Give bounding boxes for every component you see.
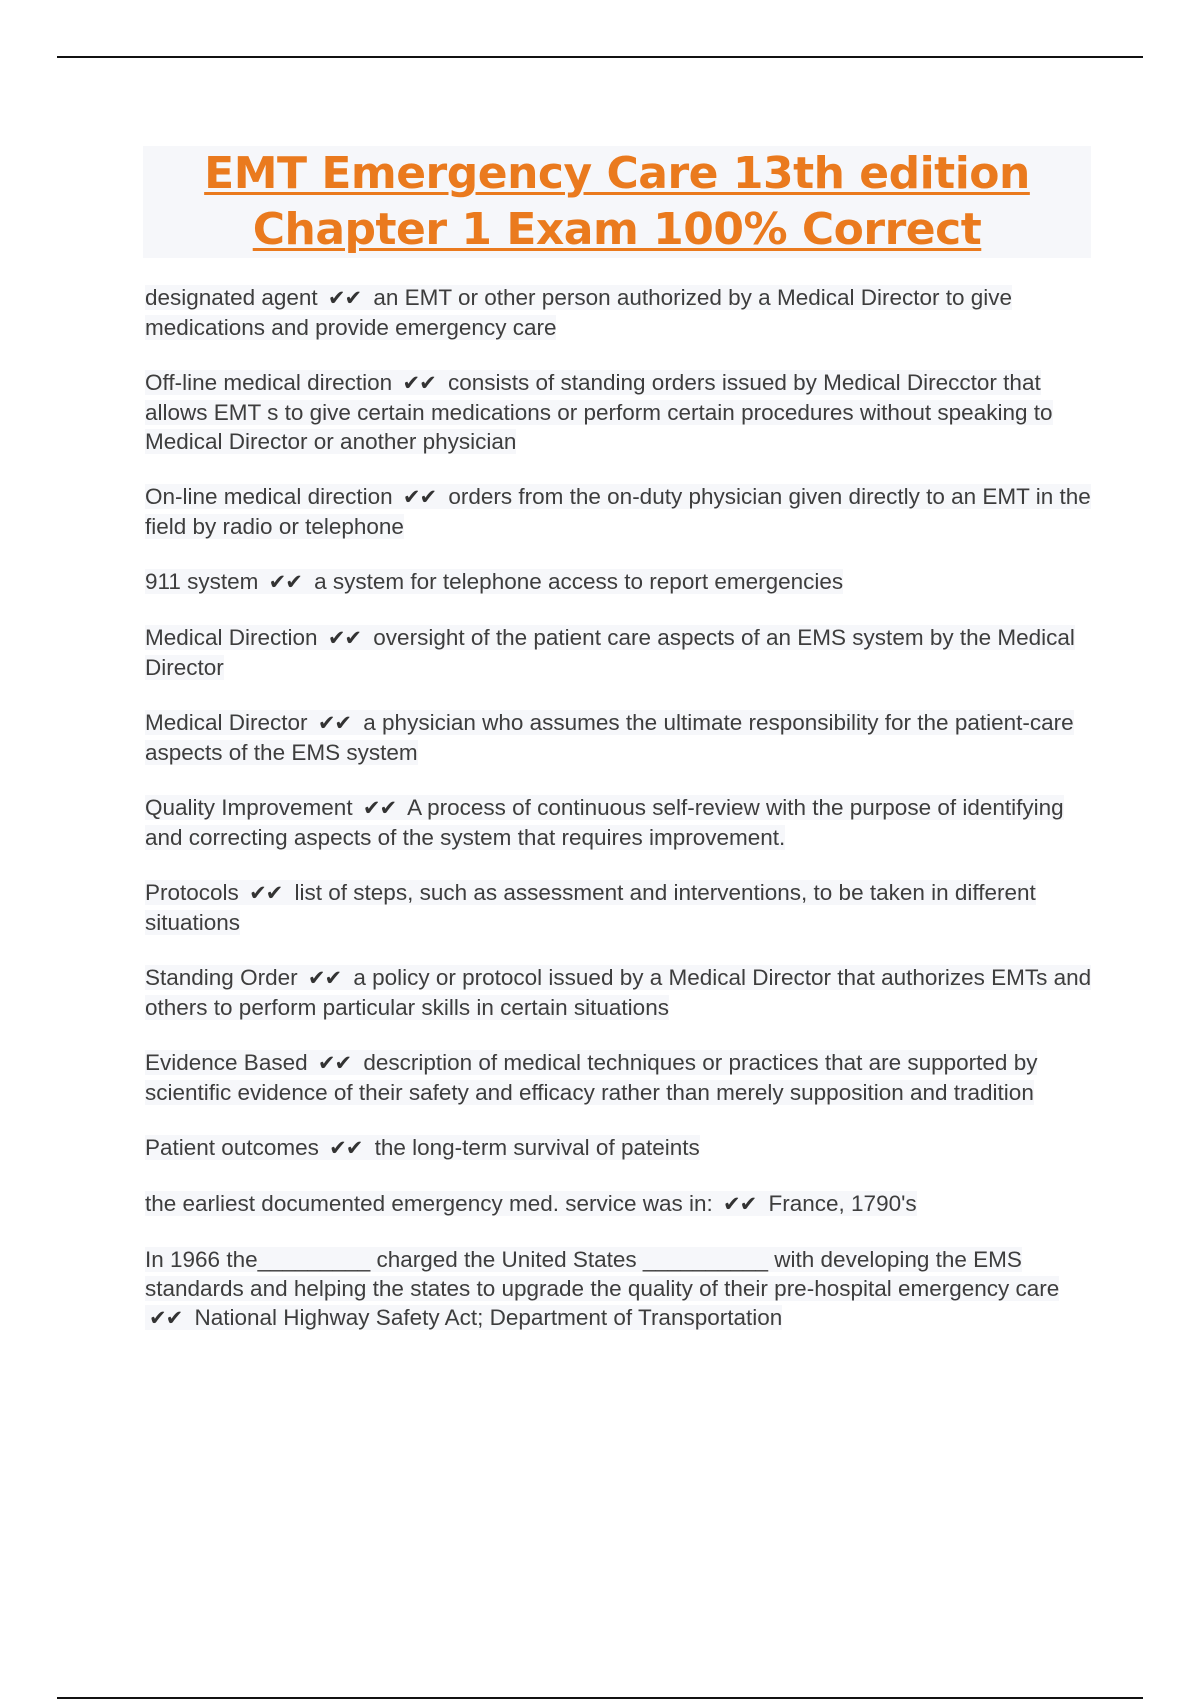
list-item [145,283,1095,342]
term: Evidence Based [145,1050,308,1075]
term: Protocols [145,880,239,905]
definition: France, 1790's [768,1191,917,1216]
term: In 1966 the_________ charged the United States __________ with developing the EMS standards and helping the states to upgrade the quality of their pre-hospital emergency care [145,1247,1060,1301]
definition: description of medical techniques or practices that are supported by scientific evidence of their safety and efficacy rather than merely supposition and tradition [145,1050,1038,1105]
list-item [145,1048,1095,1107]
definition: consists of standing orders issued by Medical Direcctor that allows EMT s to give certain medications or perform certain procedures without speaking to Medical Director or another physician [145,370,1053,454]
list-item [145,482,1095,541]
double-check-icon: ✔✔ [329,1136,363,1160]
list-item [145,368,1095,456]
document-title [143,146,1091,258]
definition: oversight of the patient care aspects of an EMS system by the Medical Director [145,625,1075,680]
term: Standing Order [145,965,298,990]
definition: a system for telephone access to report emergencies [314,569,844,594]
definition: the long-term survival of pateints [374,1135,700,1160]
list-item [145,963,1095,1022]
definition: A process of continuous self-review with the purpose of identifying and correcting aspects of the system that requires improvement. [145,795,1064,850]
double-check-icon: ✔✔ [249,881,283,905]
flashcard-list [145,283,1095,1359]
term: On-line medical direction [145,484,393,509]
term: Patient outcomes [145,1135,319,1160]
definition: an EMT or other person authorized by a Medical Director to give medications and provide emergency care [145,285,1013,340]
double-check-icon: ✔✔ [723,1192,757,1216]
term: designated agent [145,285,318,310]
double-check-icon: ✔✔ [402,371,436,395]
double-check-icon: ✔✔ [307,966,342,990]
definition: a physician who assumes the ultimate responsibility for the patient-care aspects of the EMS system [145,710,1074,765]
term: Quality Improvement [145,795,353,820]
term: Off-line medical direction [145,370,393,395]
double-check-icon: ✔✔ [317,711,352,735]
bottom-rule [57,1697,1143,1699]
title-line-1: EMT Emergency Care 13th edition [204,148,1030,199]
term: Medical Direction [145,625,318,650]
double-check-icon: ✔✔ [327,626,362,650]
title-line-2: Chapter 1 Exam 100% Correct [252,204,982,255]
list-item [145,1133,1095,1163]
double-check-icon: ✔✔ [327,286,362,310]
list-item [145,1189,1095,1219]
list-item [145,623,1095,682]
list-item [145,793,1095,852]
term: the earliest documented emergency med. service was in: [145,1191,713,1216]
double-check-icon: ✔✔ [268,570,302,594]
definition: National Highway Safety Act; Department of Transportation [194,1305,783,1330]
list-item [145,708,1095,767]
definition: orders from the on-duty physician given directly to an EMT in the field by radio or telephone [145,484,1091,539]
list-item [145,878,1095,937]
list-item [145,567,1095,597]
definition: list of steps, such as assessment and interventions, to be taken in different situations [145,880,1036,935]
list-item [145,1245,1095,1333]
term: Medical Director [145,710,308,735]
term: 911 system [145,569,259,594]
definition: a policy or protocol issued by a Medical Director that authorizes EMTs and others to perform particular skills in certain situations [145,965,1092,1020]
double-check-icon: ✔✔ [317,1051,352,1075]
double-check-icon: ✔✔ [402,485,437,509]
double-check-icon: ✔✔ [362,796,397,820]
double-check-icon: ✔✔ [149,1306,183,1330]
top-rule [57,56,1143,58]
